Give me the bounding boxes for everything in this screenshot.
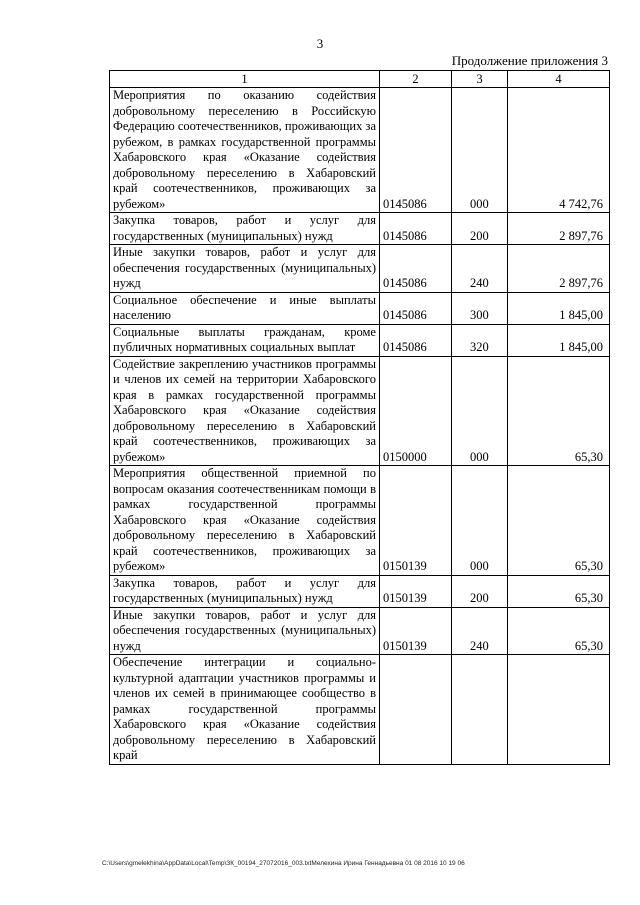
row-vr [452,655,508,765]
row-code [380,655,452,765]
page-number: 3 [316,36,324,51]
table-row [110,324,610,356]
row-sum: 4 742,76 [508,88,610,213]
row-code: 0145086 [380,292,452,324]
table-header-row [110,71,610,88]
row-vr: 200 [452,575,508,607]
row-name: Закупка товаров, работ и услуг для государственных (муниципальных) нужд [110,575,380,607]
row-code: 0150000 [380,356,452,466]
row-vr: 300 [452,292,508,324]
header-col-4: 4 [508,71,610,88]
table-row [110,356,610,466]
footer-file-path: C:\Users\gmelekhina\AppData\Local\Temp\ЗК_00194_27072016_003.txtМелехина Ирина Геннадьевна 01 08 2016 10 19 06 [102,860,465,867]
row-sum [508,655,610,765]
header-col-2: 2 [380,71,452,88]
row-name: Социальное обеспечение и иные выплаты населению [110,292,380,324]
row-vr: 000 [452,356,508,466]
budget-table [109,70,610,765]
row-name: Мероприятия по оказанию содействия добровольному переселению в Российскую Федерацию соотечественников, проживающих за рубежом, в рамках государственной программы Хабаровского края «Оказание содействия добровольному переселению в Хабаровский край соотечественников, проживающих за рубежом» [110,88,380,213]
row-name: Иные закупки товаров, работ и услуг для обеспечения государственных (муниципальных) нужд [110,245,380,293]
table-row [110,607,610,655]
row-sum: 65,30 [508,575,610,607]
row-name: Мероприятия общественной приемной по вопросам оказания соотечественникам помощи в рамках государственной программы Хабаровского края «Оказание содействия добровольному переселению в Хабаровский край соотечественников, проживающих за рубежом» [110,466,380,576]
row-code: 0150139 [380,575,452,607]
row-sum: 2 897,76 [508,213,610,245]
row-name: Содействие закреплению участников программы и членов их семей на территории Хабаровского края в рамках государственной программы Хабаровского края «Оказание содействия добровольному переселению в Хабаровский край соотечественников, проживающих за рубежом» [110,356,380,466]
header-col-1: 1 [110,71,380,88]
row-code: 0150139 [380,466,452,576]
row-vr: 240 [452,245,508,293]
row-vr: 320 [452,324,508,356]
row-sum: 1 845,00 [508,324,610,356]
table-row [110,575,610,607]
row-sum: 2 897,76 [508,245,610,293]
row-sum: 65,30 [508,607,610,655]
row-vr: 000 [452,88,508,213]
table-row [110,292,610,324]
continuation-label: Продолжение приложения 3 [451,53,608,68]
row-name: Закупка товаров, работ и услуг для государственных (муниципальных) нужд [110,213,380,245]
table-row [110,245,610,293]
row-vr: 200 [452,213,508,245]
row-code: 0145086 [380,245,452,293]
table-row [110,655,610,765]
row-sum: 65,30 [508,356,610,466]
row-code: 0145086 [380,213,452,245]
table-row [110,466,610,576]
row-sum: 65,30 [508,466,610,576]
header-col-3: 3 [452,71,508,88]
row-vr: 000 [452,466,508,576]
row-code: 0150139 [380,607,452,655]
table-row [110,88,610,213]
row-name: Социальные выплаты гражданам, кроме публичных нормативных социальных выплат [110,324,380,356]
row-code: 0145086 [380,88,452,213]
row-code: 0145086 [380,324,452,356]
row-vr: 240 [452,607,508,655]
row-sum: 1 845,00 [508,292,610,324]
row-name: Обеспечение интеграции и социально-культурной адаптации участников программы и членов их семей в принимающее сообщество в рамках государственной программы Хабаровского края «Оказание содействия добровольному переселению в Хабаровский край [110,655,380,765]
table-row [110,213,610,245]
row-name: Иные закупки товаров, работ и услуг для обеспечения государственных (муниципальных) нужд [110,607,380,655]
